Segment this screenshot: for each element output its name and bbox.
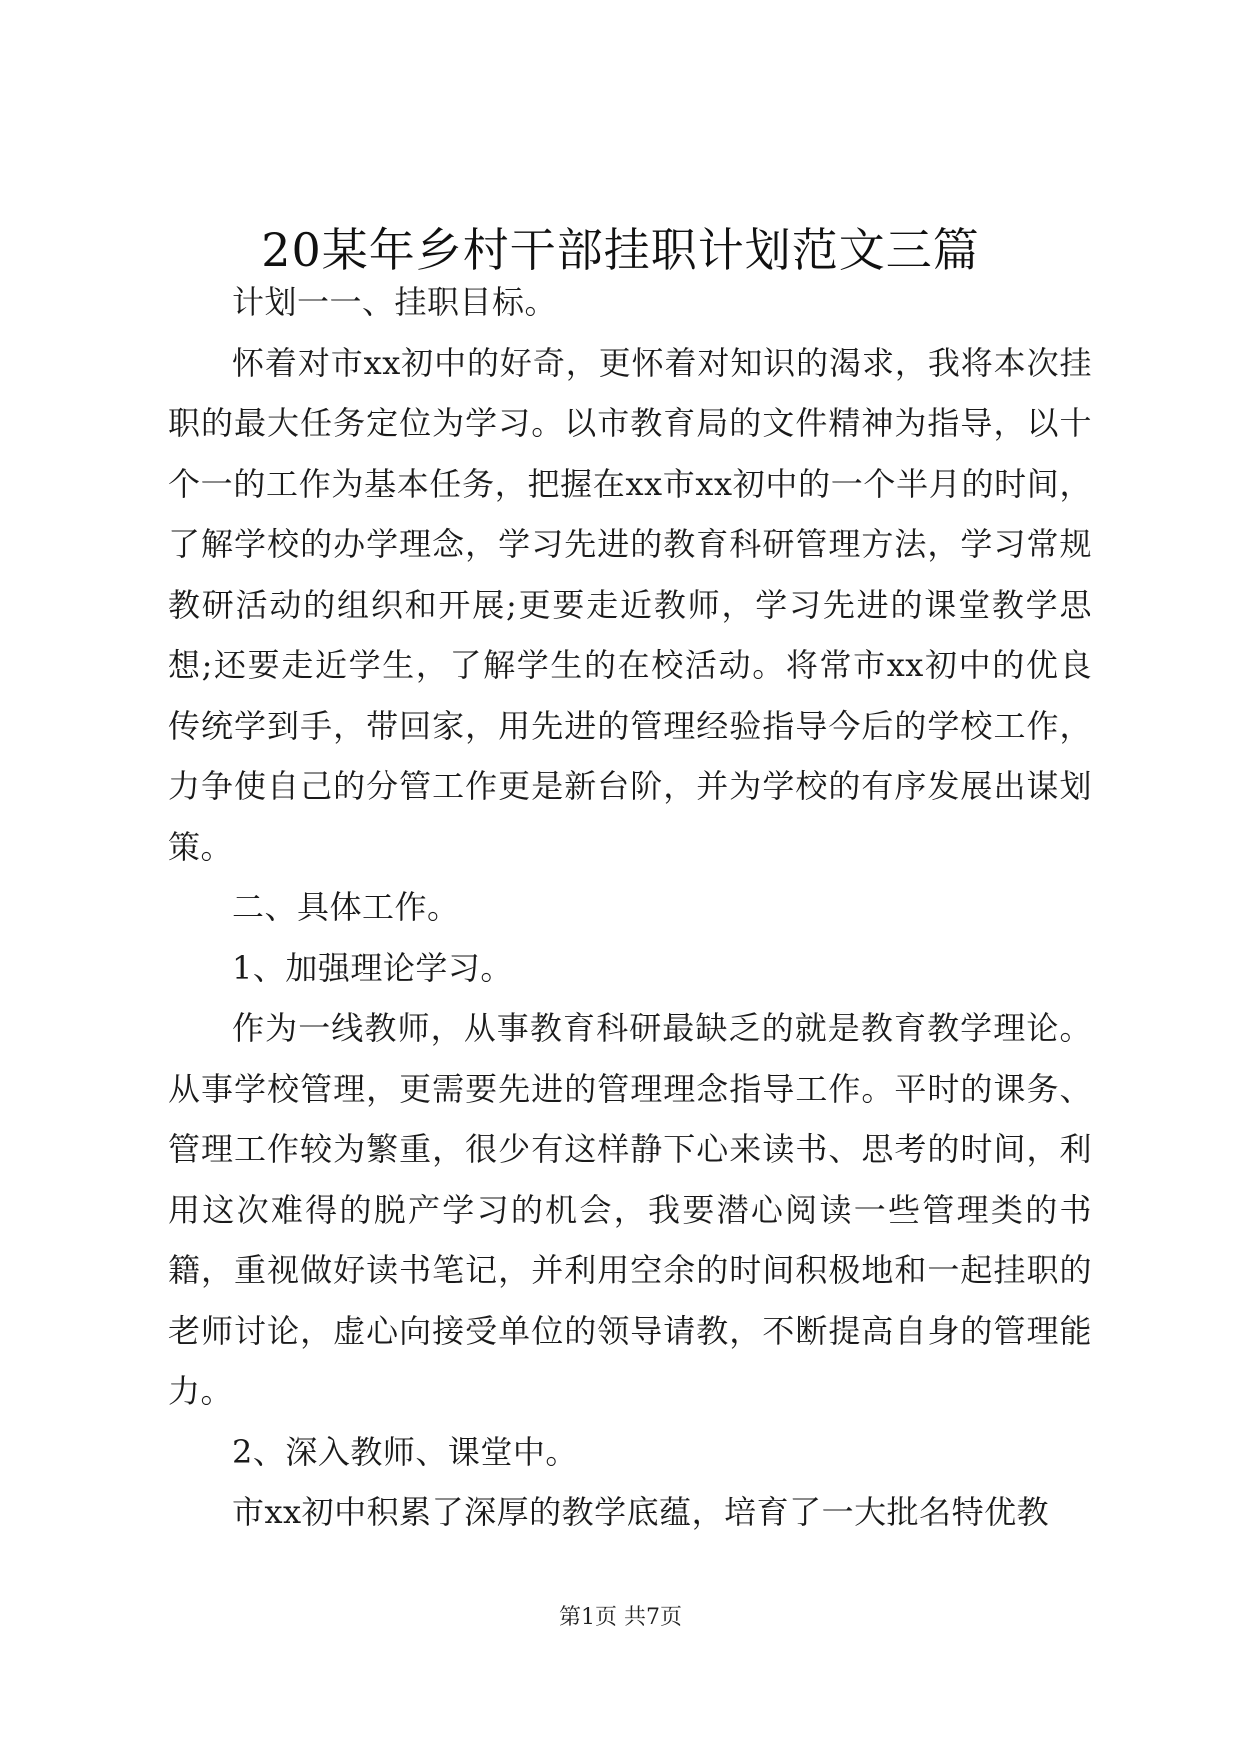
paragraph: 2、深入教师、课堂中。 (232, 1432, 578, 1471)
page-number-footer: 第1页 共7页 (559, 1605, 682, 1630)
paragraph: 计划一一、挂职目标。 (232, 283, 558, 321)
document-body (168, 272, 1092, 1543)
paragraph: 作为一线教师，从事教育科研最缺乏的就是教育教学理论。从事学校管理，更需要先进的管理理念指导工作。平时的课务、管理工作较为繁重，很少有这样静下心来读书、思考的时间，利用这次难得的脱产学习的机会，我要潜心阅读一些管理类的书籍，重视做好读书笔记，并利用空余的时间积极地和一起挂职的老师讨论，虚心向接受单位的领导请教，不断提高自身的管理能力。 (168, 1009, 1092, 1410)
paragraph: 二、具体工作。 (232, 888, 460, 926)
document-title: 20某年乡村干部挂职计划范文三篇 (261, 223, 980, 277)
paragraph: 怀着对市xx初中的好奇，更怀着对知识的渴求，我将本次挂职的最大任务定位为学习。以市教育局的文件精神为指导，以十个一的工作为基本任务，把握在xx市xx初中的一个半月的时间，了解学校的办学理念，学习先进的教育科研管理方法，学习常规教研活动的组织和开展;更要走近教师，学习先进的课堂教学思想;还要走近学生，了解学生的在校活动。将常市xx初中的优良传统学到手，带回家，用先进的管理经验指导今后的学校工作，力争使自己的分管工作更是新台阶，并为学校的有序发展出谋划策。 (168, 343, 1092, 866)
paragraph: 市xx初中积累了深厚的教学底蕴，培育了一大批名特优教 (232, 1493, 1050, 1531)
paragraph: 1、加强理论学习。 (232, 948, 513, 987)
